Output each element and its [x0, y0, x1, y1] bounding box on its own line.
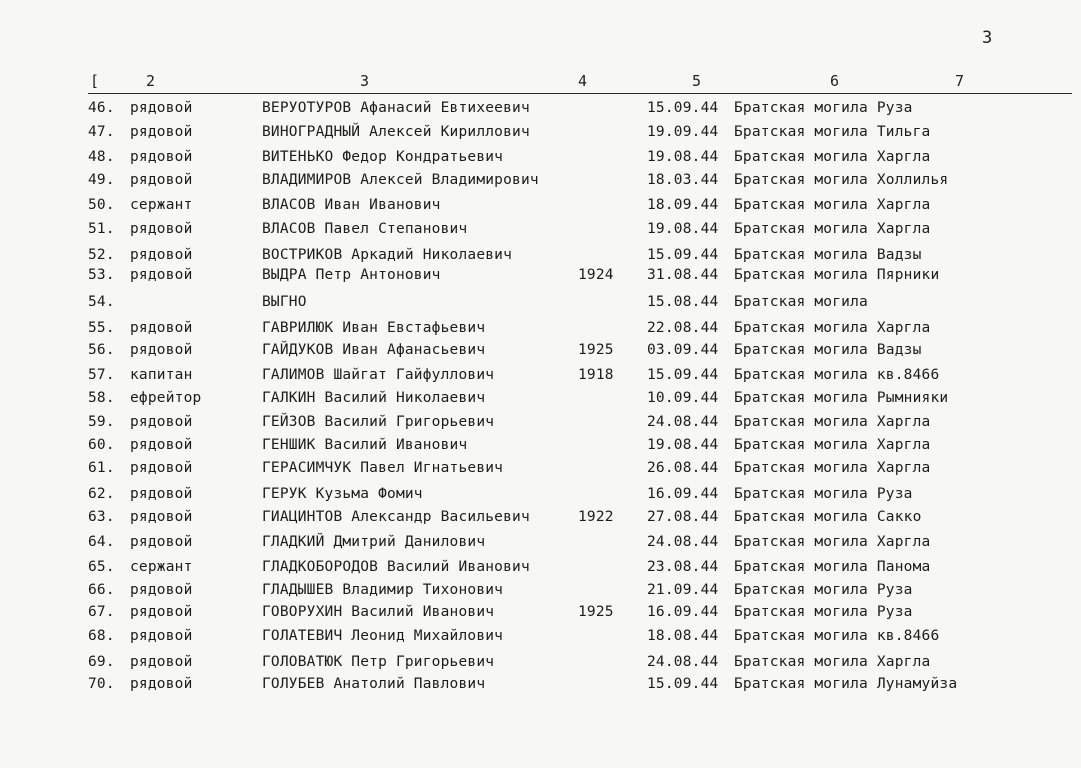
- list-row: [0, 317, 1081, 339]
- military-rank: рядовой: [130, 676, 193, 692]
- death-date: 21.09.44: [647, 582, 719, 598]
- burial-place: Братская могила Руза: [734, 100, 913, 116]
- military-rank: ефрейтор: [130, 390, 202, 406]
- column-header-6: 6: [830, 72, 840, 90]
- full-name: ВЕРУОТУРОВ Афанасий Евтихеевич: [262, 100, 530, 116]
- military-rank: рядовой: [130, 654, 193, 670]
- burial-place: Братская могила Харгла: [734, 197, 931, 213]
- birth-year: 1918: [578, 367, 614, 383]
- burial-place: Братская могила Харгла: [734, 221, 931, 237]
- entry-number: 63.: [88, 509, 115, 525]
- death-date: 15.09.44: [647, 247, 719, 263]
- list-row: [0, 434, 1081, 456]
- full-name: ГАЙДУКОВ Иван Афанасьевич: [262, 342, 486, 358]
- burial-place: Братская могила Харгла: [734, 320, 931, 336]
- death-date: 15.08.44: [647, 294, 719, 310]
- entry-number: 60.: [88, 437, 115, 453]
- list-row: [0, 291, 1081, 313]
- entry-number: 49.: [88, 172, 115, 188]
- page-number: 3: [982, 28, 993, 48]
- list-row: [0, 121, 1081, 143]
- entry-number: 65.: [88, 559, 115, 575]
- burial-place: Братская могила Панома: [734, 559, 931, 575]
- entry-number: 68.: [88, 628, 115, 644]
- full-name: ВИНОГРАДНЫЙ Алексей Кириллович: [262, 124, 530, 140]
- death-date: 16.09.44: [647, 486, 719, 502]
- entry-number: 55.: [88, 320, 115, 336]
- burial-place: Братская могила Харгла: [734, 654, 931, 670]
- full-name: ГОВОРУХИН Василий Иванович: [262, 604, 495, 620]
- full-name: ГОЛУБЕВ Анатолий Павлович: [262, 676, 486, 692]
- full-name: ГАВРИЛЮК Иван Евстафьевич: [262, 320, 486, 336]
- full-name: ГЕРАСИМЧУК Павел Игнатьевич: [262, 460, 504, 476]
- full-name: ГЛАДКОБОРОДОВ Василий Иванович: [262, 559, 530, 575]
- burial-place: Братская могила Харгла: [734, 437, 931, 453]
- military-rank: рядовой: [130, 342, 193, 358]
- list-row: [0, 483, 1081, 505]
- death-date: 18.03.44: [647, 172, 719, 188]
- full-name: ВЫДРА Петр Антонович: [262, 267, 441, 283]
- burial-place: Братская могила Пярники: [734, 267, 940, 283]
- burial-place: Братская могила Руза: [734, 486, 913, 502]
- column-header-5: 5: [692, 72, 702, 90]
- list-row: [0, 531, 1081, 553]
- military-rank: рядовой: [130, 628, 193, 644]
- full-name: ГЕНШИК Василий Иванович: [262, 437, 468, 453]
- death-date: 18.08.44: [647, 628, 719, 644]
- death-date: 19.08.44: [647, 149, 719, 165]
- death-date: 03.09.44: [647, 342, 719, 358]
- list-row: [0, 169, 1081, 191]
- military-rank: рядовой: [130, 460, 193, 476]
- burial-place: Братская могила Харгла: [734, 534, 931, 550]
- burial-place: Братская могила Вадзы: [734, 247, 922, 263]
- burial-place: Братская могила Харгла: [734, 460, 931, 476]
- death-date: 26.08.44: [647, 460, 719, 476]
- military-rank: рядовой: [130, 124, 193, 140]
- death-date: 16.09.44: [647, 604, 719, 620]
- full-name: ГЕРУК Кузьма Фомич: [262, 486, 423, 502]
- entry-number: 53.: [88, 267, 115, 283]
- entry-number: 54.: [88, 294, 115, 310]
- burial-place: Братская могила Харгла: [734, 414, 931, 430]
- birth-year: 1922: [578, 509, 614, 525]
- military-rank: рядовой: [130, 437, 193, 453]
- full-name: ВЫГНО: [262, 294, 307, 310]
- column-header-2: 2: [146, 72, 156, 90]
- military-rank: сержант: [130, 197, 193, 213]
- list-row: [0, 244, 1081, 266]
- full-name: ВИТЕНЬКО Федор Кондратьевич: [262, 149, 504, 165]
- death-date: 19.08.44: [647, 221, 719, 237]
- death-date: 22.08.44: [647, 320, 719, 336]
- list-row: [0, 625, 1081, 647]
- full-name: ГОЛОВАТЮК Петр Григорьевич: [262, 654, 495, 670]
- death-date: 27.08.44: [647, 509, 719, 525]
- list-row: [0, 651, 1081, 673]
- death-date: 15.09.44: [647, 367, 719, 383]
- list-row: [0, 264, 1081, 286]
- military-rank: рядовой: [130, 486, 193, 502]
- death-date: 15.09.44: [647, 100, 719, 116]
- military-rank: рядовой: [130, 247, 193, 263]
- military-rank: рядовой: [130, 267, 193, 283]
- list-row: [0, 97, 1081, 119]
- birth-year: 1925: [578, 604, 614, 620]
- list-row: [0, 673, 1081, 695]
- birth-year: 1924: [578, 267, 614, 283]
- list-row: [0, 194, 1081, 216]
- burial-place: Братская могила кв.8466: [734, 367, 940, 383]
- list-row: [0, 146, 1081, 168]
- burial-place: Братская могила кв.8466: [734, 628, 940, 644]
- burial-place: Братская могила Сакко: [734, 509, 922, 525]
- birth-year: 1925: [578, 342, 614, 358]
- death-date: 24.08.44: [647, 654, 719, 670]
- list-row: [0, 457, 1081, 479]
- full-name: ГАЛИМОВ Шайгат Гайфуллович: [262, 367, 495, 383]
- entry-number: 58.: [88, 390, 115, 406]
- military-rank: рядовой: [130, 414, 193, 430]
- entry-number: 66.: [88, 582, 115, 598]
- list-row: [0, 364, 1081, 386]
- military-rank: капитан: [130, 367, 193, 383]
- list-row: [0, 579, 1081, 601]
- burial-place: Братская могила Руза: [734, 582, 913, 598]
- death-date: 24.08.44: [647, 534, 719, 550]
- full-name: ГОЛАТЕВИЧ Леонид Михайлович: [262, 628, 504, 644]
- death-date: 19.09.44: [647, 124, 719, 140]
- list-row: [0, 556, 1081, 578]
- entry-number: 59.: [88, 414, 115, 430]
- death-date: 31.08.44: [647, 267, 719, 283]
- full-name: ГЕЙЗОВ Василий Григорьевич: [262, 414, 495, 430]
- burial-place: Братская могила Руза: [734, 604, 913, 620]
- full-name: ГЛАДКИЙ Дмитрий Данилович: [262, 534, 486, 550]
- military-rank: рядовой: [130, 509, 193, 525]
- death-date: 10.09.44: [647, 390, 719, 406]
- death-date: 23.08.44: [647, 559, 719, 575]
- military-rank: рядовой: [130, 320, 193, 336]
- list-row: [0, 411, 1081, 433]
- burial-place: Братская могила Вадзы: [734, 342, 922, 358]
- entry-number: 50.: [88, 197, 115, 213]
- military-rank: рядовой: [130, 100, 193, 116]
- entry-number: 61.: [88, 460, 115, 476]
- burial-place: Братская могила Харгла: [734, 149, 931, 165]
- entry-number: 46.: [88, 100, 115, 116]
- column-header-1: [: [90, 72, 100, 90]
- full-name: ВЛАСОВ Иван Иванович: [262, 197, 441, 213]
- full-name: ВЛАДИМИРОВ Алексей Владимирович: [262, 172, 539, 188]
- military-rank: рядовой: [130, 221, 193, 237]
- burial-place: Братская могила Холлилья: [734, 172, 949, 188]
- death-date: 15.09.44: [647, 676, 719, 692]
- death-date: 19.08.44: [647, 437, 719, 453]
- list-row: [0, 339, 1081, 361]
- column-header-4: 4: [578, 72, 588, 90]
- list-row: [0, 218, 1081, 240]
- list-row: [0, 387, 1081, 409]
- entry-number: 48.: [88, 149, 115, 165]
- burial-place: Братская могила Рымнияки: [734, 390, 949, 406]
- military-rank: рядовой: [130, 534, 193, 550]
- entry-number: 70.: [88, 676, 115, 692]
- burial-place: Братская могила Лунамуйза: [734, 676, 958, 692]
- death-date: 24.08.44: [647, 414, 719, 430]
- column-header-3: 3: [360, 72, 370, 90]
- list-row: [0, 601, 1081, 623]
- list-row: [0, 506, 1081, 528]
- entry-number: 57.: [88, 367, 115, 383]
- full-name: ВОСТРИКОВ Аркадий Николаевич: [262, 247, 513, 263]
- full-name: ГАЛКИН Василий Николаевич: [262, 390, 486, 406]
- column-header-7: 7: [955, 72, 965, 90]
- entry-number: 47.: [88, 124, 115, 140]
- entry-number: 64.: [88, 534, 115, 550]
- entry-number: 51.: [88, 221, 115, 237]
- entry-number: 69.: [88, 654, 115, 670]
- military-rank: рядовой: [130, 604, 193, 620]
- death-date: 18.09.44: [647, 197, 719, 213]
- military-rank: рядовой: [130, 172, 193, 188]
- military-rank: рядовой: [130, 582, 193, 598]
- burial-place: Братская могила Тильга: [734, 124, 931, 140]
- full-name: ВЛАСОВ Павел Степанович: [262, 221, 468, 237]
- full-name: ГИАЦИНТОВ Александр Васильевич: [262, 509, 530, 525]
- full-name: ГЛАДЫШЕВ Владимир Тихонович: [262, 582, 504, 598]
- entry-number: 52.: [88, 247, 115, 263]
- burial-place: Братская могила: [734, 294, 868, 310]
- entry-number: 62.: [88, 486, 115, 502]
- entry-number: 67.: [88, 604, 115, 620]
- entry-number: 56.: [88, 342, 115, 358]
- military-rank: сержант: [130, 559, 193, 575]
- military-rank: рядовой: [130, 149, 193, 165]
